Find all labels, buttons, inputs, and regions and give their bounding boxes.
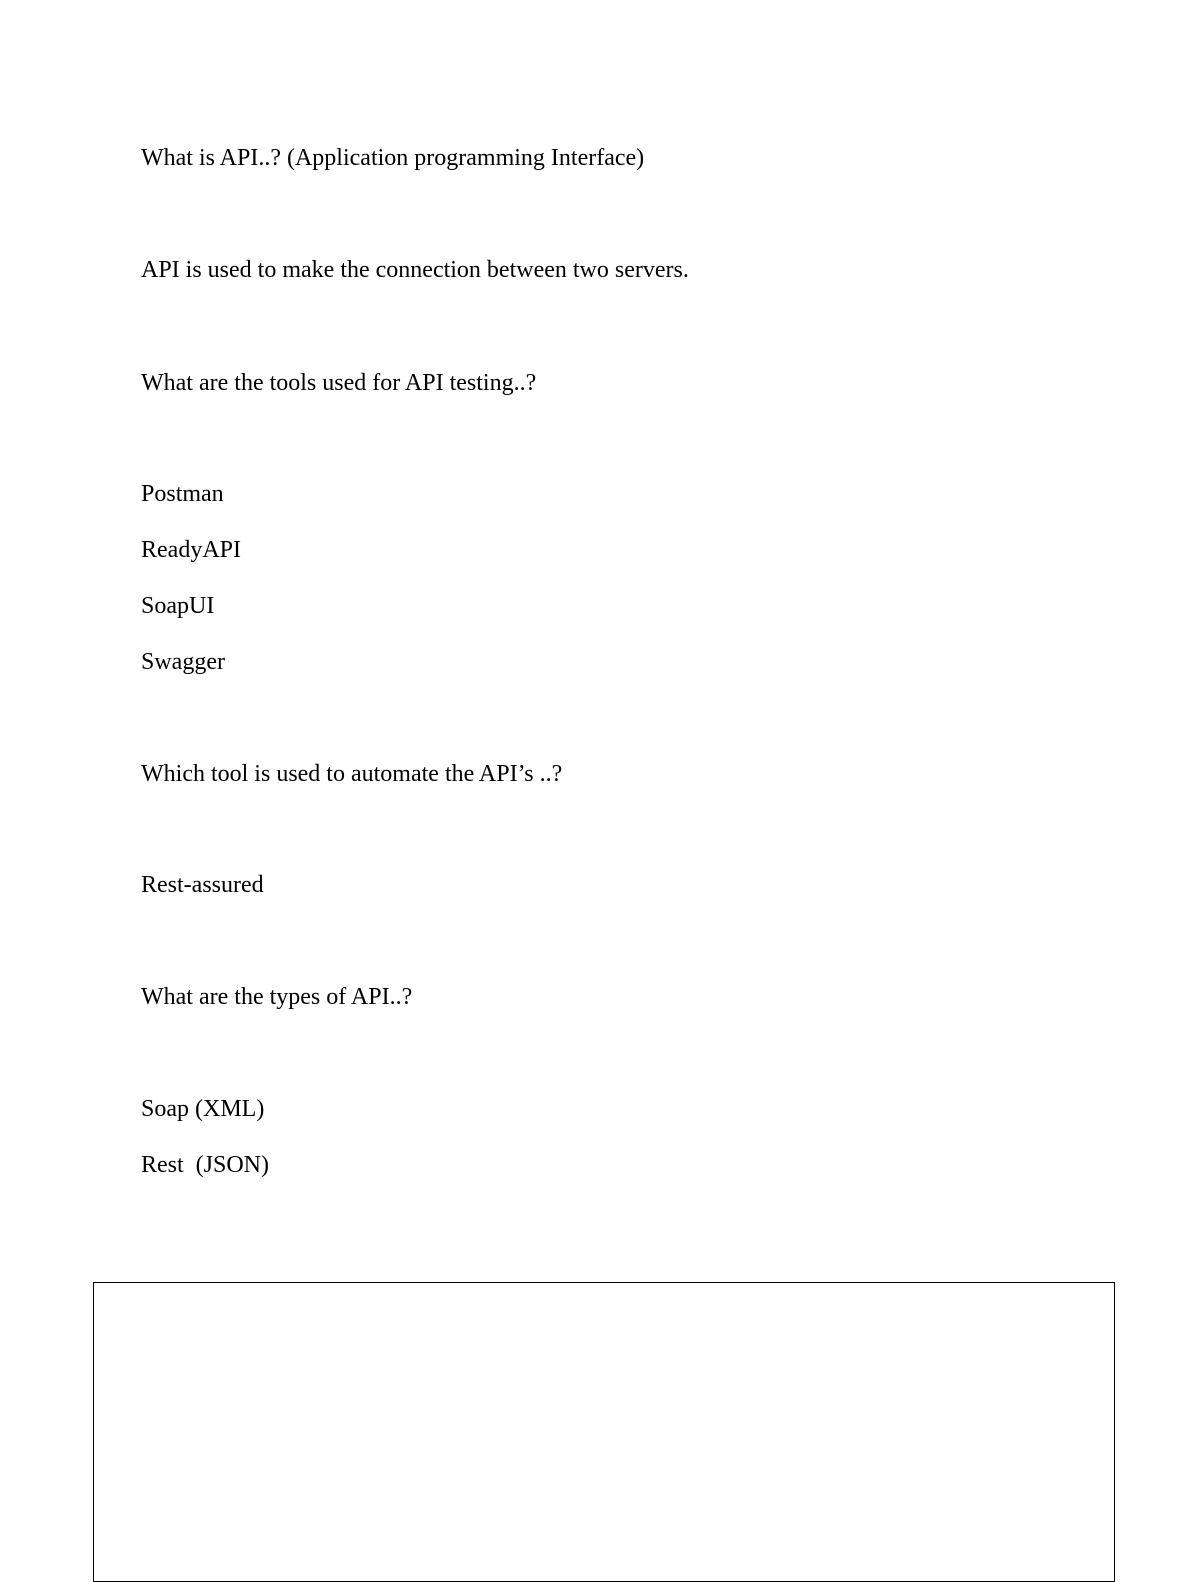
list-item-tool: Postman (141, 481, 224, 507)
list-item-tool: SoapUI (141, 593, 215, 619)
list-item-tool: ReadyAPI (141, 537, 241, 563)
list-item-tool: Swagger (141, 649, 225, 675)
question-api-testing-tools: What are the tools used for API testing..? (141, 370, 537, 396)
list-item-api-type: Soap (XML) (141, 1096, 265, 1122)
question-api-types: What are the types of API..? (141, 984, 413, 1010)
empty-text-box (93, 1282, 1115, 1582)
question-automation-tool: Which tool is used to automate the API’s ..? (141, 761, 563, 787)
list-item-api-type: Rest (JSON) (141, 1152, 270, 1178)
answer-api-definition: API is used to make the connection between two servers. (141, 257, 689, 283)
question-what-is-api: What is API..? (Application programming Interface) (141, 145, 645, 171)
answer-automation-tool: Rest-assured (141, 872, 264, 898)
